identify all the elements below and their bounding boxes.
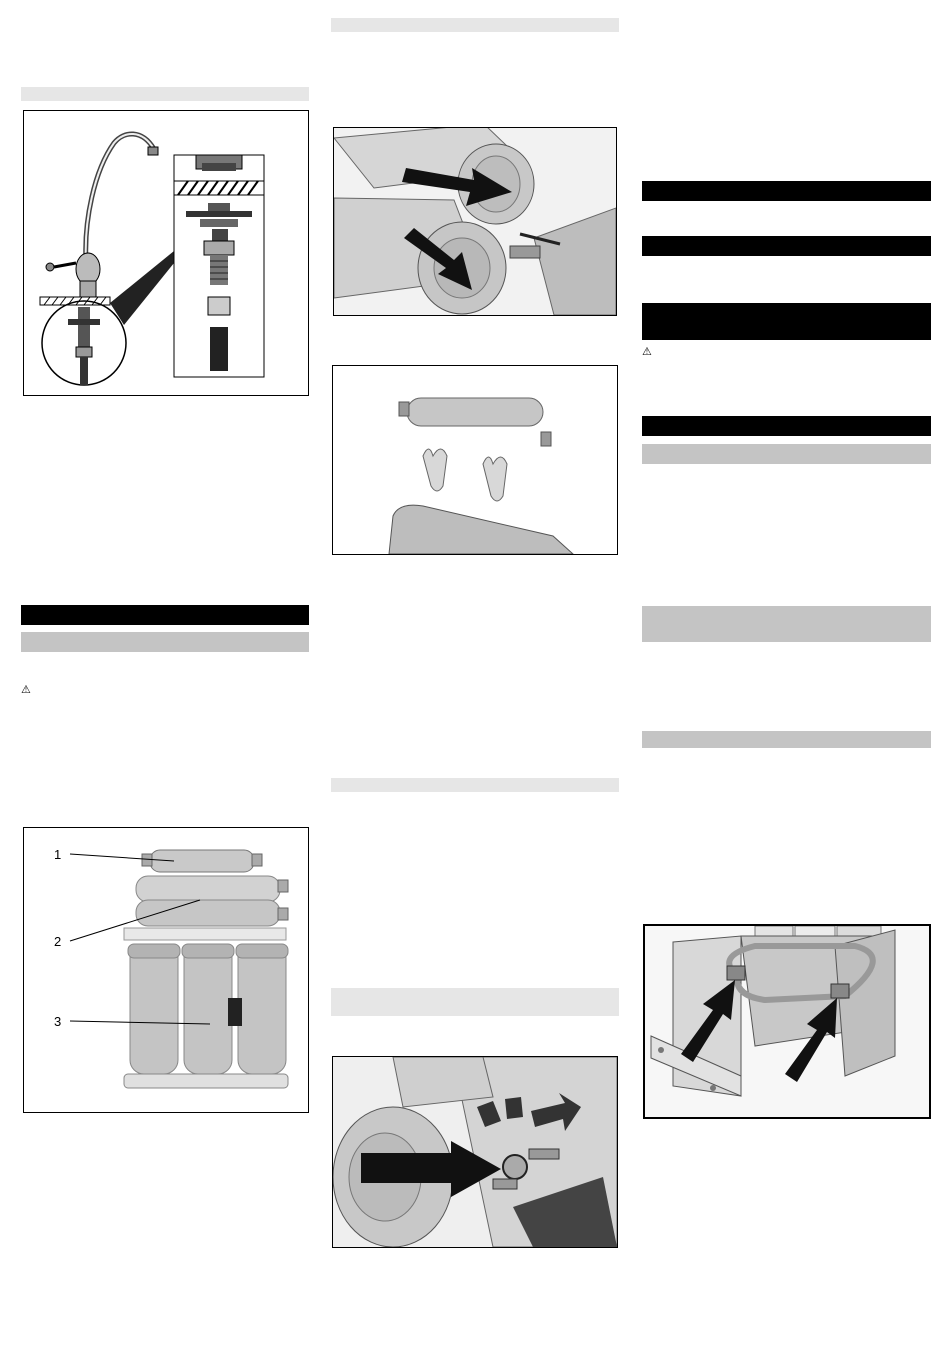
filter-unit-figure <box>23 827 309 1113</box>
arrow-icon <box>645 926 929 1117</box>
column3-subsection-bar-2 <box>642 606 931 642</box>
valve-icon <box>333 1057 617 1247</box>
valve-arrows-figure <box>332 1056 618 1248</box>
filter-icon <box>333 366 617 554</box>
post-filter-figure <box>332 365 618 555</box>
callout-3: 3 <box>54 1014 62 1029</box>
column1-header-bar <box>21 87 309 101</box>
column3-section-bar-1 <box>642 181 931 201</box>
callout-2: 2 <box>54 934 62 949</box>
faucet-figure <box>23 110 309 396</box>
column1-subsection-bar <box>21 632 309 652</box>
column3-section-bar-2 <box>642 236 931 256</box>
column1-section-bar <box>21 605 309 625</box>
filter-icon <box>24 828 308 1112</box>
mounting-bracket-figure <box>643 924 931 1119</box>
column2-note-bar <box>331 988 619 1016</box>
column3-section-bar-3 <box>642 303 931 340</box>
column3-subsection-bar-1 <box>642 444 931 464</box>
callout-1: 1 <box>54 847 62 862</box>
column3-section-bar-4 <box>642 416 931 436</box>
column3-subsection-bar-3 <box>642 731 931 748</box>
column2-header-bar-2 <box>331 778 619 792</box>
column2-header-bar <box>331 18 619 32</box>
arrow-icon <box>334 128 616 315</box>
faucet-icon <box>24 111 308 395</box>
warning-icon: ⚠ <box>21 684 31 696</box>
membrane-arrows-figure <box>333 127 617 316</box>
warning-icon: ⚠ <box>642 346 652 358</box>
